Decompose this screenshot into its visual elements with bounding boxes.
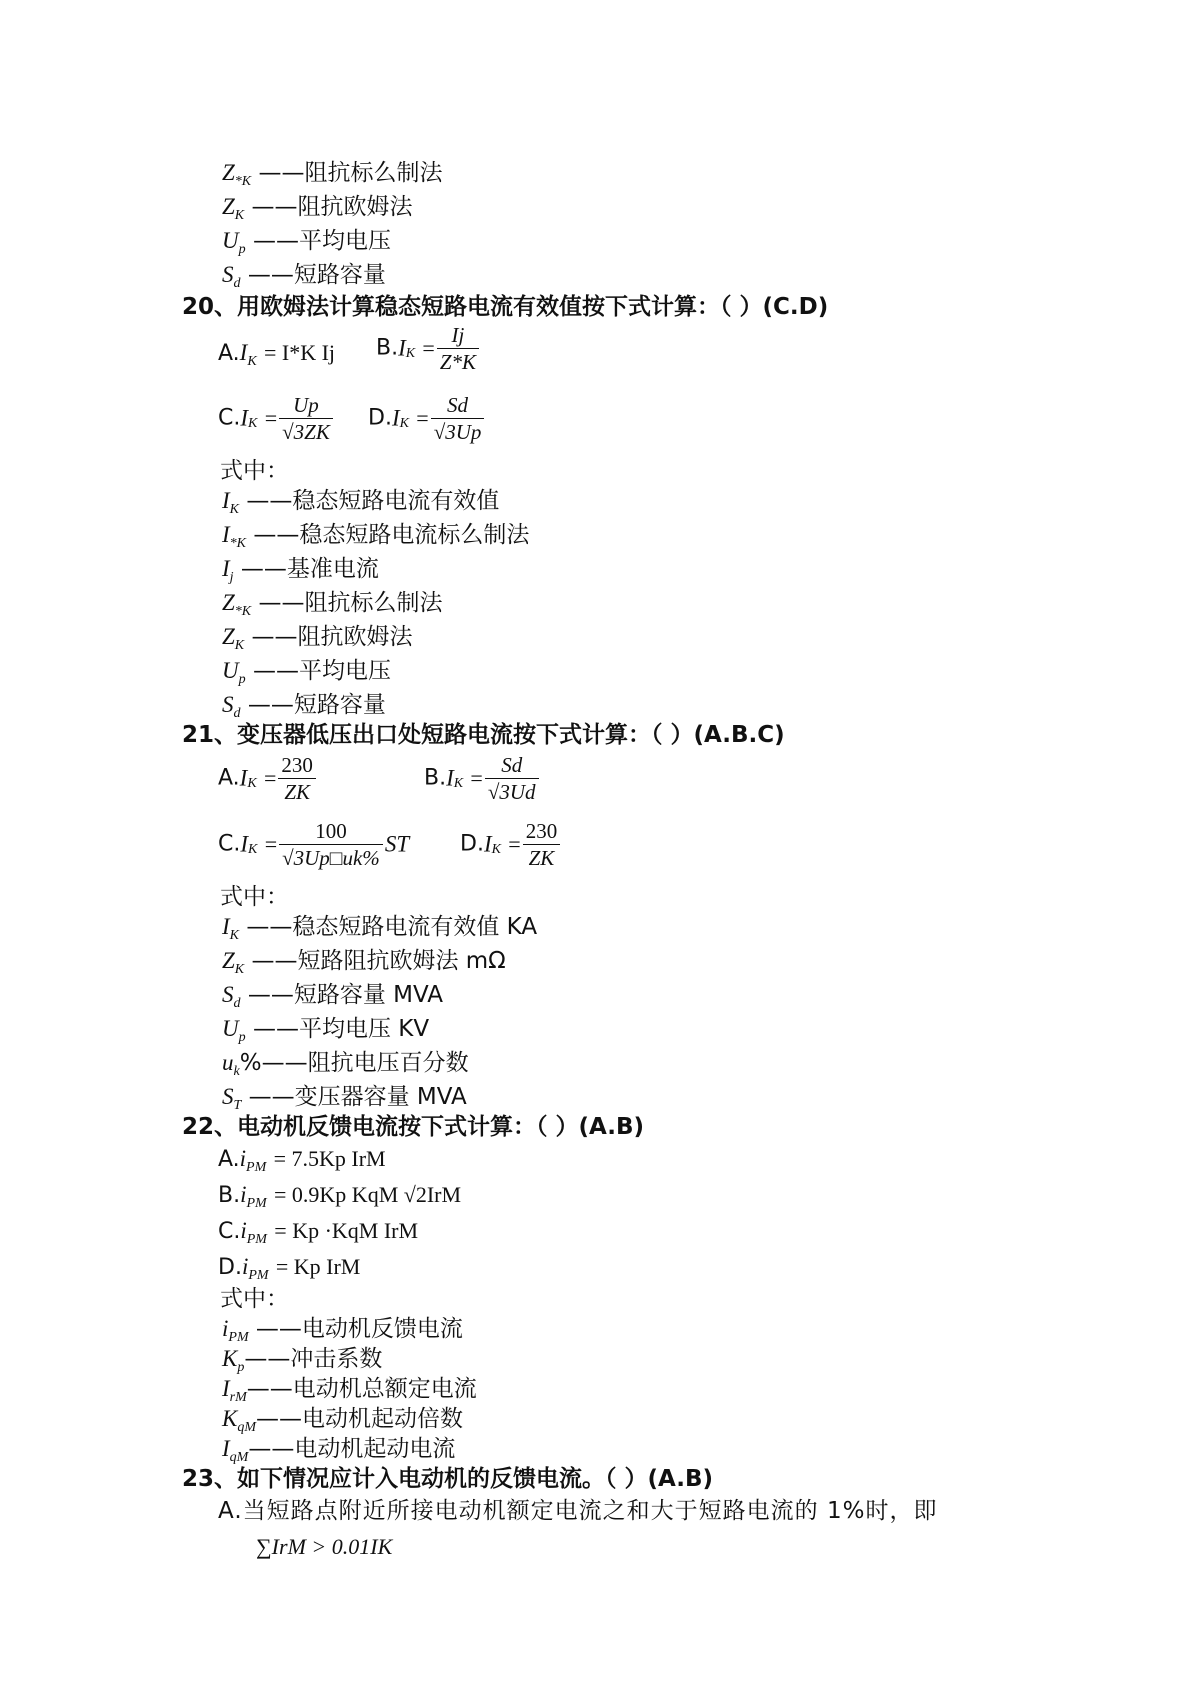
question-21-title: 21、变压器低压出口处短路电流按下式计算：（ ）(A.B.C): [182, 722, 785, 748]
q20-option-c: C.IK = $\frac{Up}{√3ZK}$: [218, 392, 335, 445]
definition-line: $U_p$ ——平均电压: [222, 228, 391, 257]
question-22-title: 22、电动机反馈电流按下式计算：（ ）(A.B): [182, 1114, 645, 1140]
definition-line: $I_j$ ——基准电流: [222, 556, 379, 585]
q21-option-c: C.IK = $\frac{100}{√3Up□uk\%}$ ST: [218, 819, 410, 870]
definition-line: $I_{*K}$ ——稳态短路电流标么制法: [222, 522, 530, 551]
q20-where-label: 式中：: [220, 458, 289, 484]
q20-option-d: D.IK = $\frac{Sd}{√3Up}$: [368, 392, 486, 445]
definition-line: $I_K$ ——稳态短路电流有效值: [222, 488, 500, 517]
question-23-title: 23、如下情况应计入电动机的反馈电流。（ ）(A.B): [182, 1466, 714, 1492]
q21-option-b: B.IK = $\frac{Sd}{√3Ud}$: [424, 752, 541, 805]
definition-line: $I_{rM}——$电动机总额定电流: [222, 1376, 477, 1405]
definition-line: $Z_{*K}$ ——阻抗标么制法: [222, 160, 443, 189]
definition-line: $K_{qM}——$电动机起动倍数: [222, 1406, 464, 1435]
q23-formula: ∑IrM > 0.01IK: [256, 1534, 393, 1559]
q21-where-label: 式中：: [220, 884, 289, 910]
q22-option-b: $B.i_{PM} = 0.9Kp$ KqM √2IrM: [218, 1182, 462, 1211]
definition-line: $K_p——$冲击系数: [222, 1346, 383, 1375]
definition-line: $S_d$ ——短路容量: [222, 692, 386, 721]
definition-line: $S_T$ ——变压器容量 MVA: [222, 1084, 467, 1113]
definition-line: $U_p$ ——平均电压 KV: [222, 1016, 430, 1045]
q21-option-a: A.IK = $\frac{230}{ZK}$: [218, 752, 318, 805]
definition-line: $Z_K$ ——短路阻抗欧姆法 mΩ: [222, 948, 506, 977]
definition-line: $S_d$ ——短路容量 MVA: [222, 982, 443, 1011]
definition-line: $Z_K$ ——阻抗欧姆法: [222, 194, 413, 223]
q22-option-d: $D.i_{PM} = Kp$ IrM: [218, 1254, 361, 1283]
definition-line: $U_p$ ——平均电压: [222, 658, 391, 687]
q20-option-a: $A.I_K = I*K$ Ij: [218, 340, 336, 369]
q21-option-d: D.IK = $\frac{230}{ZK}$: [460, 818, 562, 871]
definition-line: $i_{PM}$ ——电动机反馈电流: [222, 1316, 463, 1345]
q22-option-c: $C.i_{PM} = Kp \cdot KqM$ IrM: [218, 1218, 419, 1247]
q23-option-a: A.当短路点附近所接电动机额定电流之和大于短路电流的 1%时，即: [218, 1498, 938, 1524]
definition-line: $Z_K$ ——阻抗欧姆法: [222, 624, 413, 653]
definition-line: $u_k\%——$阻抗电压百分数: [222, 1050, 469, 1079]
q20-option-b: B.IK = $\frac{Ij}{Z*K}$: [376, 322, 481, 375]
q22-option-a: $A.i_{PM} = 7.5Kp$ IrM: [218, 1146, 386, 1175]
question-20-title: 20、用欧姆法计算稳态短路电流有效值按下式计算：（ ）(C.D): [182, 294, 829, 320]
definition-line: $I_K$ ——稳态短路电流有效值 KA: [222, 914, 538, 943]
definition-line: $I_{qM}——$电动机起动电流: [222, 1436, 456, 1465]
q22-where-label: 式中：: [220, 1286, 289, 1312]
definition-line: $S_d$ ——短路容量: [222, 262, 386, 291]
definition-line: $Z_{*K}$ ——阻抗标么制法: [222, 590, 443, 619]
